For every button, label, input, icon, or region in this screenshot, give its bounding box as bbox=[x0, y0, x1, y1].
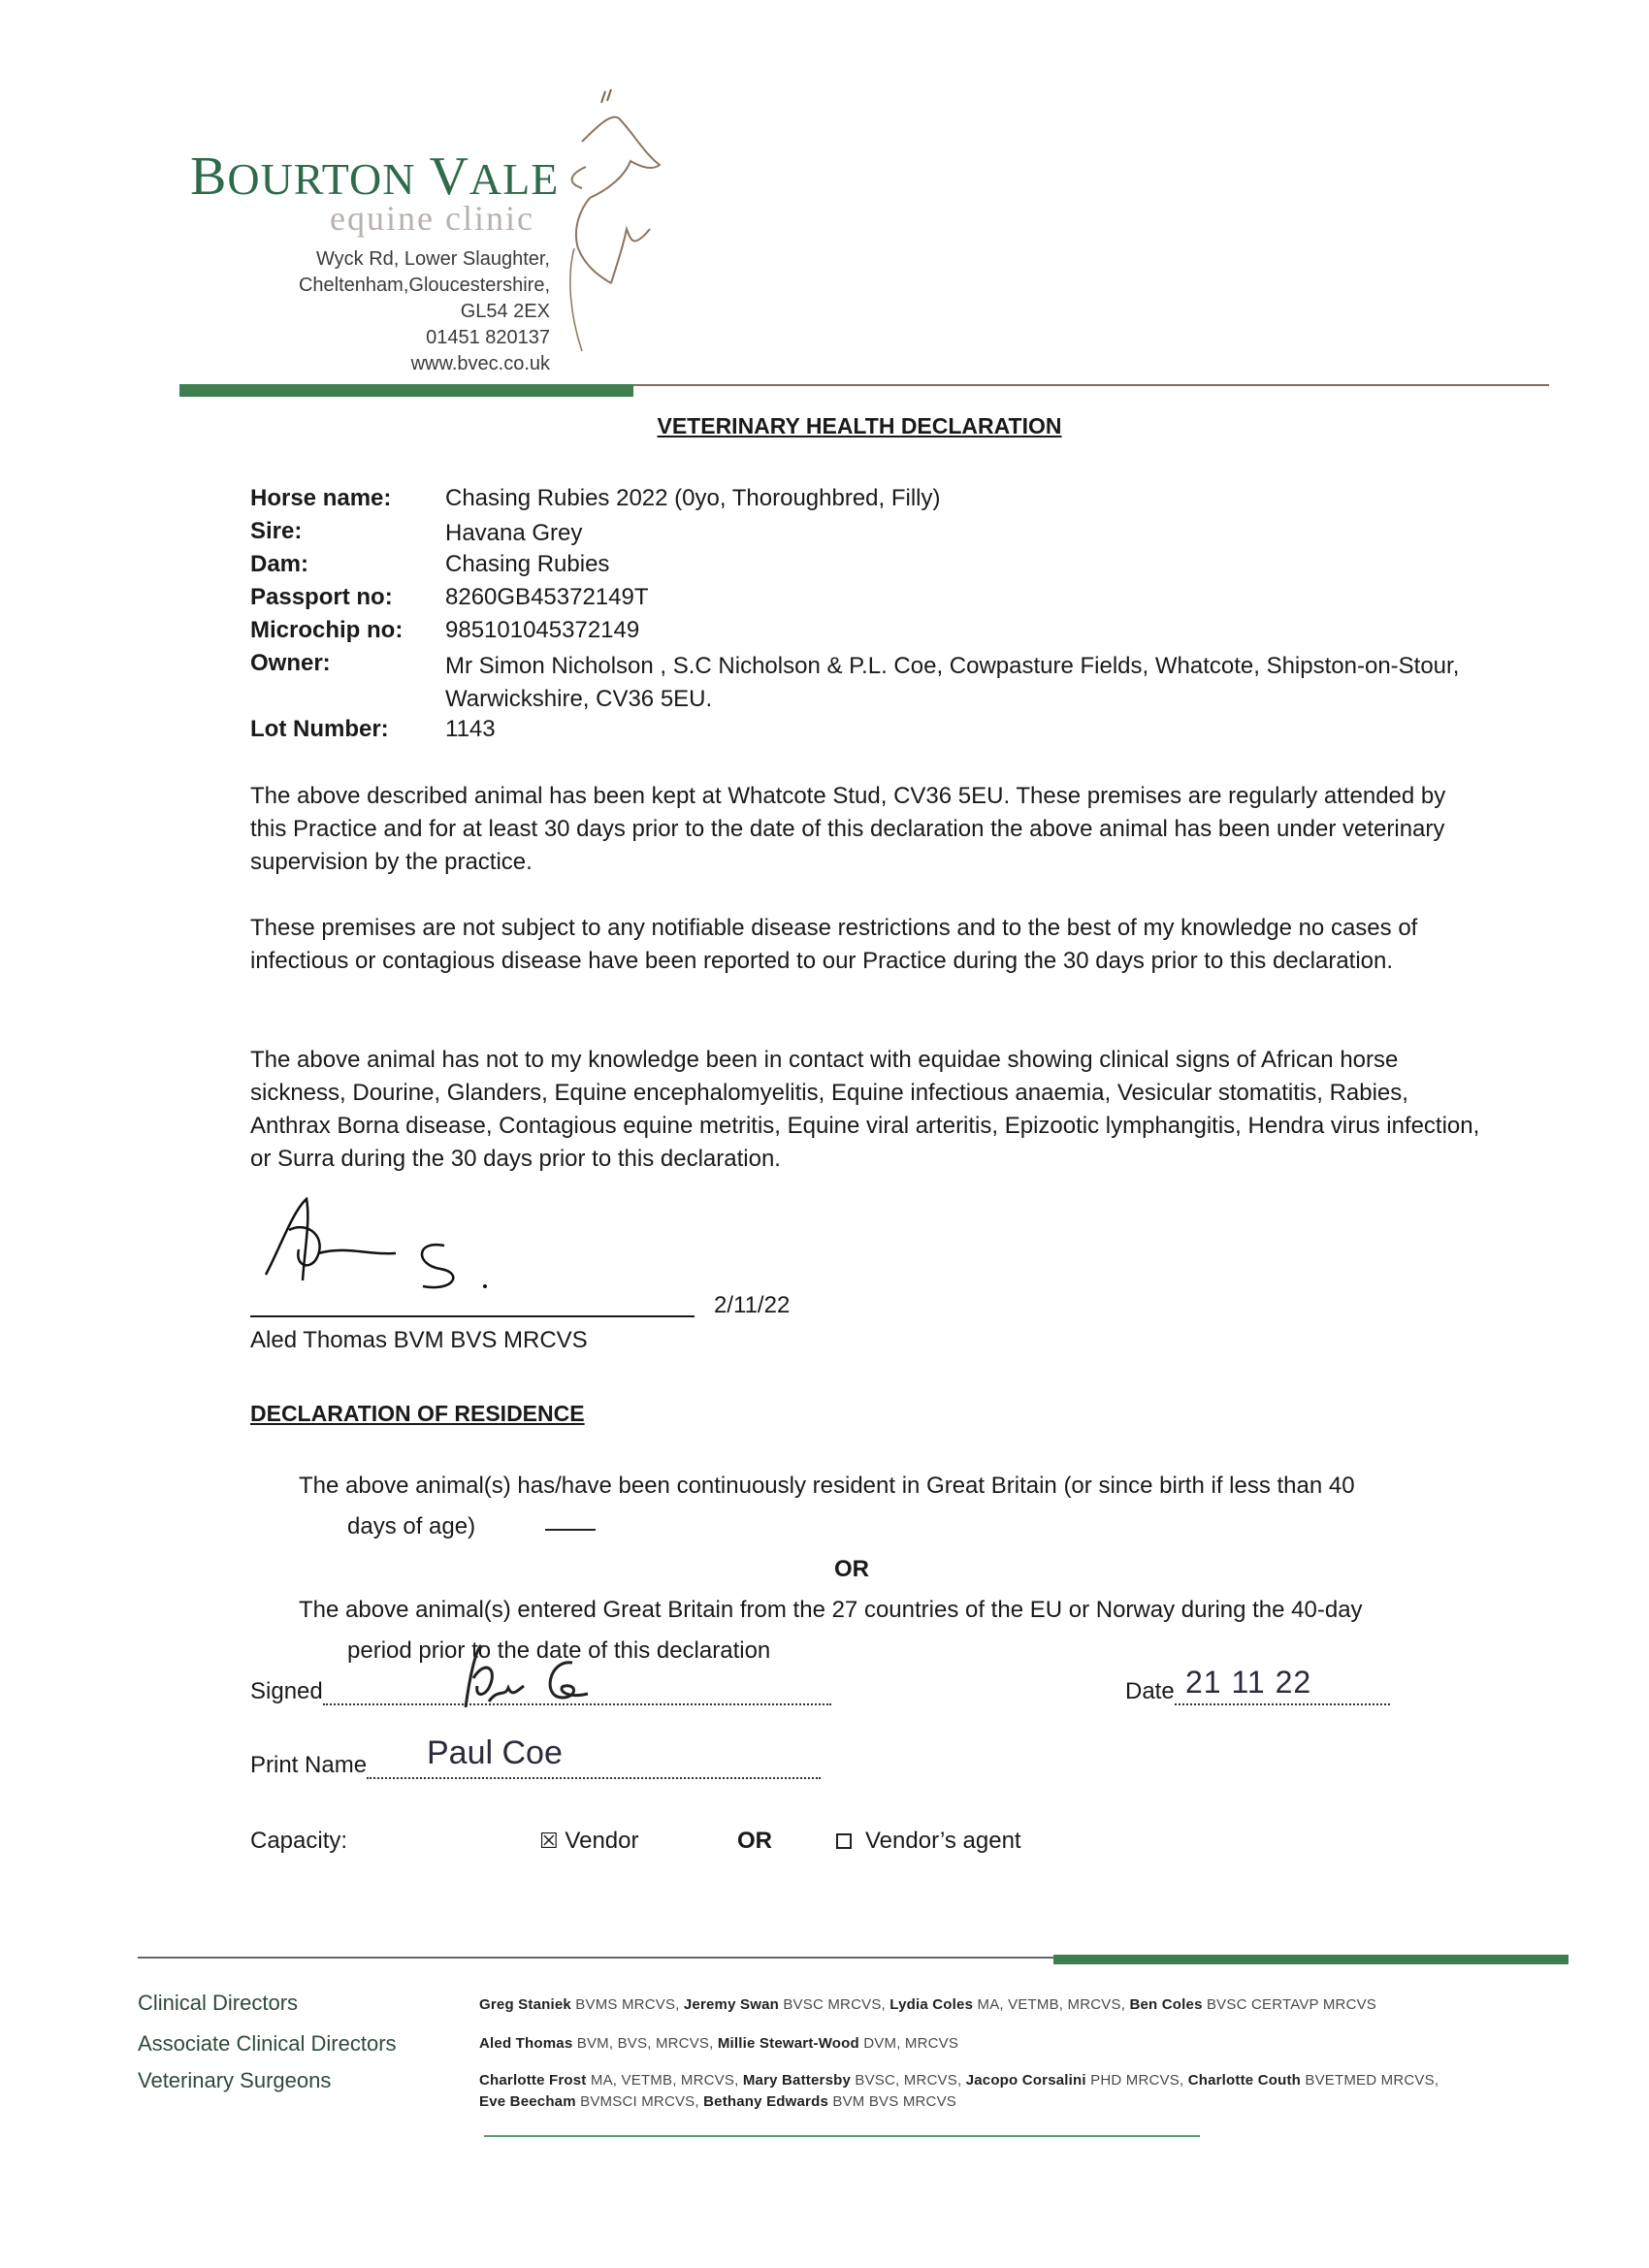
lot-number-label: Lot Number: bbox=[250, 716, 389, 742]
phone-number: 01451 820137 bbox=[426, 327, 550, 348]
veterinary-surgeons-list bbox=[479, 2072, 1439, 2089]
option-strike-mark bbox=[545, 1529, 596, 1531]
document-title: VETERINARY HEALTH DECLARATION bbox=[657, 413, 1062, 438]
date-handwritten: 21 11 22 bbox=[1185, 1665, 1312, 1700]
staff-quals: BVM BVS MRCVS bbox=[828, 2093, 956, 2110]
staff-quals: MA, VETMB, MRCVS, bbox=[586, 2072, 743, 2089]
clinical-directors-label: Clinical Directors bbox=[138, 1991, 299, 2015]
address-line: GL54 2EX bbox=[460, 301, 550, 322]
staff-name: Mary Battersby bbox=[742, 2072, 852, 2089]
capacity-label: Capacity: bbox=[250, 1828, 348, 1854]
vendor-agent-checkbox[interactable] bbox=[836, 1833, 852, 1849]
kept-premises-paragraph: The above described animal has been kept at Whatcote Stud, CV36 5EU. These premises are regularly attended by this Practice and for at least 30 days prior to the date of this declaration the above animal has been under veterinary supervision by the practice. bbox=[250, 783, 1446, 875]
staff-quals: BVSC, MRCVS, bbox=[851, 2072, 966, 2089]
residence-option1-cont: days of age) bbox=[347, 1513, 476, 1539]
veterinary-surgeons-list-cont bbox=[479, 2093, 956, 2110]
associate-directors-list bbox=[479, 2035, 958, 2052]
vet-signature-line bbox=[250, 1315, 695, 1317]
clinic-name-part: OURTON bbox=[227, 154, 416, 204]
clinic-name-part: V bbox=[429, 146, 469, 207]
passport-value: 8260GB45372149T bbox=[445, 584, 649, 610]
veterinary-surgeons-label: Veterinary Surgeons bbox=[138, 2068, 332, 2092]
disease-restrictions-paragraph: These premises are not subject to any notifiable disease restrictions and to the best of my knowledge no cases of infectious or contagious disease have been reported to our Practice during the 30 days prior to this declaration. bbox=[250, 915, 1418, 974]
staff-name: Lydia Coles bbox=[889, 1996, 974, 2013]
staff-name: Millie Stewart-Wood bbox=[717, 2035, 859, 2052]
vendor-option[interactable] bbox=[539, 1828, 638, 1855]
staff-quals: BVSC MRCVS, bbox=[778, 1996, 890, 2013]
staff-name: Eve Beecham bbox=[479, 2093, 576, 2110]
footer-divider-accent bbox=[1053, 1955, 1568, 1964]
horse-name-value: Chasing Rubies 2022 (0yo, Thoroughbred, Filly) bbox=[445, 485, 941, 511]
vendor-agent-option[interactable] bbox=[836, 1828, 1021, 1855]
footer-bottom-rule bbox=[484, 2135, 1200, 2137]
staff-name: Jacopo Corsalini bbox=[965, 2072, 1086, 2089]
clinical-directors-list bbox=[479, 1996, 1376, 2013]
staff-name: Charlotte Couth bbox=[1187, 2072, 1302, 2089]
staff-quals: BVETMED MRCVS, bbox=[1301, 2072, 1439, 2089]
microchip-value: 985101045372149 bbox=[445, 617, 640, 643]
clinic-name-part: ALE bbox=[469, 154, 560, 204]
dam-value: Chasing Rubies bbox=[445, 551, 610, 577]
horse-name-label: Horse name: bbox=[250, 485, 392, 511]
staff-quals: MA, VETMB, MRCVS, bbox=[973, 1996, 1130, 2013]
staff-quals: BVM, BVS, MRCVS, bbox=[572, 2035, 718, 2052]
or-separator: OR bbox=[834, 1556, 869, 1582]
residence-section-title: DECLARATION OF RESIDENCE bbox=[250, 1401, 585, 1426]
website-link[interactable]: www.bvec.co.uk bbox=[410, 353, 550, 374]
residence-option2: The above animal(s) entered Great Britain from the 27 countries of the EU or Norway during the 40-day bbox=[299, 1597, 1363, 1623]
horse-logo-icon bbox=[543, 83, 679, 365]
vet-name: Aled Thomas BVM BVS MRCVS bbox=[250, 1327, 588, 1353]
residence-option2-cont: period prior to the date of this declaration bbox=[347, 1637, 771, 1664]
date-label: Date bbox=[1125, 1678, 1175, 1704]
staff-name: Aled Thomas bbox=[479, 2035, 573, 2052]
print-name-label: Print Name bbox=[250, 1752, 368, 1778]
capacity-or: OR bbox=[737, 1828, 772, 1854]
vendor-agent-label: Vendor’s agent bbox=[865, 1828, 1021, 1854]
staff-quals: BVMS MRCVS, bbox=[570, 1996, 684, 2013]
dam-label: Dam: bbox=[250, 551, 309, 577]
vendor-signature bbox=[456, 1639, 601, 1727]
signed-label: Signed bbox=[250, 1678, 323, 1704]
vendor-label: Vendor bbox=[565, 1828, 639, 1854]
lot-number-value: 1143 bbox=[445, 716, 496, 742]
address-line: Cheltenham,Gloucestershire, bbox=[298, 275, 550, 296]
clinic-address bbox=[299, 246, 550, 377]
vet-signoff-date: 2/11/22 bbox=[714, 1292, 791, 1318]
staff-name: Charlotte Frost bbox=[479, 2072, 587, 2089]
staff-quals: DVM, MRCVS bbox=[858, 2035, 959, 2052]
sire-label: Sire: bbox=[250, 518, 303, 544]
sire-value: Havana Grey bbox=[445, 520, 583, 546]
staff-quals: BVSC CERTAVP MRCVS bbox=[1202, 1996, 1377, 2013]
staff-name: Ben Coles bbox=[1129, 1996, 1203, 2013]
address-line: Wyck Rd, Lower Slaughter, bbox=[315, 248, 550, 270]
staff-name: Bethany Edwards bbox=[703, 2093, 828, 2110]
passport-label: Passport no: bbox=[250, 584, 393, 610]
owner-value: Mr Simon Nicholson , S.C Nicholson & P.L. Coe, Cowpasture Fields, Whatcote, Shipston-on-Stour, Warwickshire, CV36 5EU. bbox=[445, 653, 1460, 712]
clinic-name-part: B bbox=[190, 146, 228, 207]
print-name-handwritten: Paul Coe bbox=[427, 1734, 563, 1771]
staff-name: Greg Staniek bbox=[479, 1996, 571, 2013]
owner-label: Owner: bbox=[250, 650, 331, 676]
vet-signature bbox=[260, 1191, 502, 1298]
staff-name: Jeremy Swan bbox=[683, 1996, 779, 2013]
header-divider-accent bbox=[179, 384, 633, 397]
staff-quals: BVMSCI MRCVS, bbox=[575, 2093, 704, 2110]
staff-quals: PHD MRCVS, bbox=[1085, 2072, 1188, 2089]
vendor-checkbox-checked[interactable]: ☒ bbox=[539, 1829, 559, 1853]
associate-directors-label: Associate Clinical Directors bbox=[138, 2031, 397, 2056]
equidae-contact-paragraph: The above animal has not to my knowledge been in contact with equidae showing clinical signs of African horse sickness, Dourine, Glanders, Equine encephalomyelitis, Equine infectious anaemia, Vesicular stomatitis, Rabies, Anthrax Borna disease, Contagious equine metritis, Equine viral arteritis, Epizootic lymphangitis, Hendra virus infection, or Surra during the 30 days prior to this declaration. bbox=[250, 1047, 1480, 1172]
residence-option1: The above animal(s) has/have been continuously resident in Great Britain (or since birth if less than 40 bbox=[299, 1473, 1355, 1499]
clinic-subtitle: equine clinic bbox=[330, 199, 534, 238]
microchip-label: Microchip no: bbox=[250, 617, 404, 643]
